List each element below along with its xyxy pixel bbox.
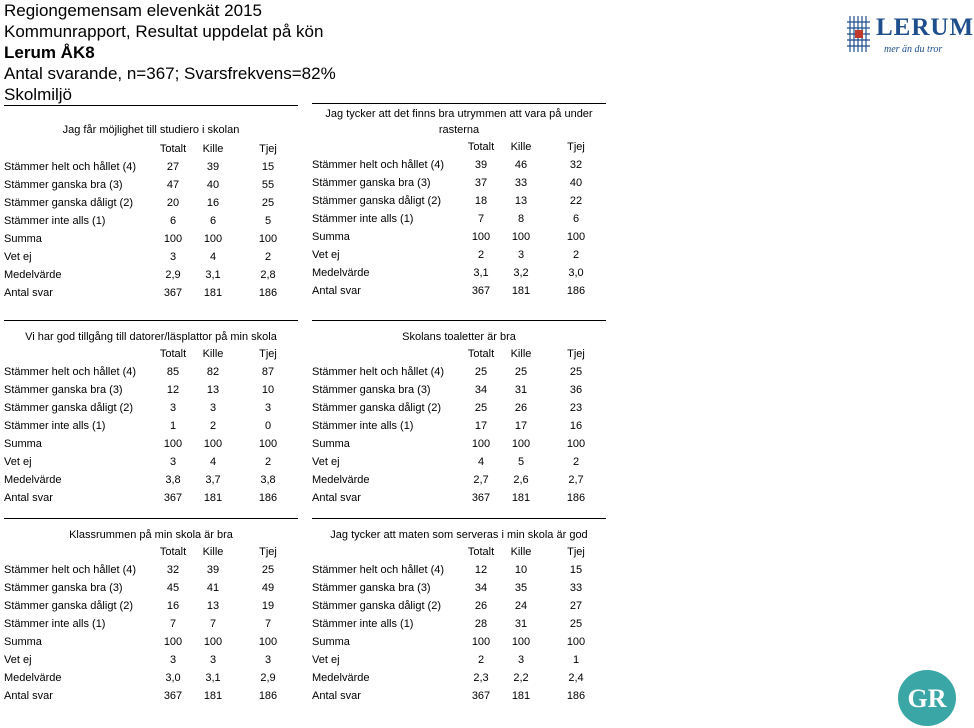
table-row — [4, 435, 298, 453]
value-kille: 100 — [511, 231, 531, 243]
value-tjej: 186 — [566, 492, 586, 504]
value-kille: 3 — [517, 249, 525, 261]
table-row — [4, 176, 298, 194]
table-title: Jag får möjlighet till studiero i skolan — [62, 124, 240, 136]
value-tjej: 186 — [258, 287, 278, 299]
value-totalt: 100 — [163, 438, 183, 450]
value-totalt: 100 — [471, 231, 491, 243]
value-tjej: 10 — [261, 384, 275, 396]
row-label: Antal svar — [312, 285, 361, 297]
row-label: Summa — [312, 636, 350, 648]
value-kille: 5 — [517, 456, 525, 468]
value-kille: 13 — [206, 600, 220, 612]
table-row — [4, 158, 298, 176]
value-tjej: 49 — [261, 582, 275, 594]
table-header-row — [4, 140, 298, 158]
value-totalt: 367 — [471, 690, 491, 702]
value-totalt: 7 — [477, 213, 485, 225]
value-kille: 7 — [209, 618, 217, 630]
value-kille: 24 — [514, 600, 528, 612]
value-kille: 181 — [511, 690, 531, 702]
value-kille: 3 — [517, 654, 525, 666]
value-kille: 4 — [209, 251, 217, 263]
logo-wordmark: LERUM — [876, 14, 974, 41]
value-tjej: 100 — [258, 233, 278, 245]
value-kille: 100 — [203, 233, 223, 245]
header-line-3: Lerum ÅK8 — [4, 43, 95, 62]
col-header-tjej: Tjej — [567, 546, 585, 558]
value-totalt: 2 — [477, 654, 485, 666]
row-label: Stämmer ganska dåligt (2) — [312, 195, 441, 207]
table-title: Jag tycker att maten som serveras i min skola är god — [330, 529, 588, 541]
value-totalt: 2,7 — [473, 474, 489, 486]
value-tjej: 2 — [572, 456, 580, 468]
table-row — [4, 212, 298, 230]
col-header-tjej: Tjej — [259, 546, 277, 558]
value-kille: 31 — [514, 618, 528, 630]
table-row — [312, 669, 606, 687]
value-totalt: 20 — [166, 197, 180, 209]
table-row — [312, 246, 606, 264]
col-header-totalt: Totalt — [159, 546, 187, 558]
col-header-totalt: Totalt — [159, 143, 187, 155]
value-tjej: 2,4 — [568, 672, 584, 684]
row-label: Medelvärde — [312, 474, 370, 486]
value-kille: 41 — [206, 582, 220, 594]
table-row — [4, 561, 298, 579]
col-header-kille: Kille — [202, 143, 224, 155]
value-kille: 10 — [514, 564, 528, 576]
value-totalt: 28 — [474, 618, 488, 630]
col-header-tjej: Tjej — [259, 348, 277, 360]
table-row — [312, 633, 606, 651]
value-kille: 3 — [209, 654, 217, 666]
table-row — [312, 174, 606, 192]
value-tjej: 100 — [566, 636, 586, 648]
row-label: Stämmer inte alls (1) — [312, 618, 414, 630]
value-tjej: 15 — [261, 161, 275, 173]
value-kille: 100 — [203, 438, 223, 450]
value-tjej: 23 — [569, 402, 583, 414]
value-tjej: 32 — [569, 159, 583, 171]
table-row — [4, 615, 298, 633]
table-row — [4, 633, 298, 651]
table-row — [4, 651, 298, 669]
value-tjej: 100 — [258, 438, 278, 450]
row-label: Summa — [4, 438, 42, 450]
value-tjej: 3 — [264, 654, 272, 666]
value-totalt: 100 — [163, 233, 183, 245]
table-row — [4, 597, 298, 615]
value-tjej: 2 — [572, 249, 580, 261]
value-tjej: 25 — [569, 366, 583, 378]
value-totalt: 7 — [169, 618, 177, 630]
value-kille: 82 — [206, 366, 220, 378]
value-tjej: 7 — [264, 618, 272, 630]
table-header-row — [312, 543, 606, 561]
value-kille: 2 — [209, 420, 217, 432]
survey-table — [312, 103, 606, 300]
value-totalt: 39 — [474, 159, 488, 171]
value-kille: 3,2 — [513, 267, 529, 279]
value-tjej: 25 — [261, 564, 275, 576]
table-header-row — [312, 345, 606, 363]
value-kille: 31 — [514, 384, 528, 396]
table-row — [4, 579, 298, 597]
value-kille: 181 — [203, 690, 223, 702]
table-title: Vi har god tillgång till datorer/läsplattor på min skola — [25, 331, 277, 343]
value-kille: 39 — [206, 564, 220, 576]
col-header-kille: Kille — [202, 348, 224, 360]
row-label: Antal svar — [4, 690, 53, 702]
table-row — [312, 597, 606, 615]
row-label: Stämmer ganska bra (3) — [312, 384, 431, 396]
value-totalt: 2 — [477, 249, 485, 261]
table-row — [4, 194, 298, 212]
survey-table — [4, 105, 298, 302]
value-tjej: 33 — [569, 582, 583, 594]
logo-mark-icon — [846, 14, 872, 54]
col-header-tjej: Tjej — [567, 348, 585, 360]
row-label: Stämmer ganska bra (3) — [4, 384, 123, 396]
value-totalt: 32 — [166, 564, 180, 576]
row-label: Summa — [4, 233, 42, 245]
value-totalt: 3,1 — [473, 267, 489, 279]
value-kille: 33 — [514, 177, 528, 189]
value-totalt: 47 — [166, 179, 180, 191]
header-line-1: Regiongemensam elevenkät 2015 — [4, 1, 263, 20]
value-kille: 3 — [209, 402, 217, 414]
row-label: Stämmer helt och hållet (4) — [312, 159, 445, 171]
table-row — [312, 471, 606, 489]
row-label: Stämmer inte alls (1) — [312, 213, 414, 225]
value-kille: 16 — [206, 197, 220, 209]
value-totalt: 12 — [474, 564, 488, 576]
row-label: Summa — [312, 438, 350, 450]
row-label: Stämmer ganska dåligt (2) — [4, 402, 133, 414]
row-label: Medelvärde — [312, 267, 370, 279]
table-row — [4, 453, 298, 471]
row-label: Stämmer helt och hållet (4) — [312, 564, 445, 576]
table-header-row — [312, 138, 606, 156]
table-row — [4, 363, 298, 381]
row-label: Summa — [312, 231, 350, 243]
value-tjej: 87 — [261, 366, 275, 378]
table-row — [312, 381, 606, 399]
table-row — [4, 381, 298, 399]
value-totalt: 3 — [169, 251, 177, 263]
value-tjej: 19 — [261, 600, 275, 612]
value-totalt: 4 — [477, 456, 485, 468]
value-kille: 35 — [514, 582, 528, 594]
value-tjej: 2 — [264, 251, 272, 263]
value-totalt: 367 — [471, 285, 491, 297]
value-tjej: 16 — [569, 420, 583, 432]
value-kille: 13 — [206, 384, 220, 396]
value-tjej: 3 — [264, 402, 272, 414]
value-kille: 100 — [511, 438, 531, 450]
row-label: Antal svar — [4, 287, 53, 299]
value-totalt: 100 — [471, 636, 491, 648]
table-row — [4, 399, 298, 417]
row-label: Medelvärde — [4, 474, 62, 486]
value-totalt: 367 — [471, 492, 491, 504]
value-kille: 2,2 — [513, 672, 529, 684]
value-tjej: 3,0 — [568, 267, 584, 279]
gr-badge-text: GR — [907, 684, 947, 713]
value-totalt: 25 — [474, 402, 488, 414]
value-kille: 3,1 — [205, 672, 221, 684]
table-row — [312, 282, 606, 300]
row-label: Stämmer inte alls (1) — [4, 420, 106, 432]
table-row — [4, 489, 298, 507]
table-row — [312, 651, 606, 669]
value-tjej: 25 — [569, 618, 583, 630]
col-header-totalt: Totalt — [159, 348, 187, 360]
value-totalt: 25 — [474, 366, 488, 378]
table-title: Skolans toaletter är bra — [402, 331, 516, 343]
row-label: Stämmer ganska bra (3) — [312, 177, 431, 189]
survey-table — [312, 320, 606, 507]
table-header-row — [4, 345, 298, 363]
table-row — [312, 435, 606, 453]
value-kille: 181 — [511, 285, 531, 297]
value-kille: 46 — [514, 159, 528, 171]
survey-table — [4, 320, 298, 507]
table-row — [312, 399, 606, 417]
value-totalt: 367 — [163, 690, 183, 702]
row-label: Medelvärde — [312, 672, 370, 684]
table-title: Klassrummen på min skola är bra — [69, 529, 233, 541]
value-tjej: 2,9 — [260, 672, 276, 684]
value-totalt: 367 — [163, 287, 183, 299]
row-label: Stämmer ganska dåligt (2) — [312, 600, 441, 612]
col-header-kille: Kille — [510, 141, 532, 153]
value-tjej: 55 — [261, 179, 275, 191]
table-row — [312, 417, 606, 435]
table-row — [312, 264, 606, 282]
col-header-totalt: Totalt — [467, 141, 495, 153]
table-row — [312, 615, 606, 633]
table-row — [312, 210, 606, 228]
row-label: Stämmer helt och hållet (4) — [4, 564, 137, 576]
value-tjej: 1 — [572, 654, 580, 666]
value-tjej: 2,8 — [260, 269, 276, 281]
value-tjej: 27 — [569, 600, 583, 612]
value-totalt: 3,0 — [165, 672, 181, 684]
value-totalt: 3,8 — [165, 474, 181, 486]
value-tjej: 6 — [572, 213, 580, 225]
row-label: Stämmer ganska dåligt (2) — [312, 402, 441, 414]
table-row — [312, 561, 606, 579]
gr-badge — [898, 670, 956, 726]
value-kille: 8 — [517, 213, 525, 225]
col-header-kille: Kille — [510, 348, 532, 360]
value-totalt: 3 — [169, 456, 177, 468]
row-label: Stämmer ganska dåligt (2) — [4, 197, 133, 209]
value-totalt: 1 — [169, 420, 177, 432]
row-label: Medelvärde — [4, 672, 62, 684]
value-totalt: 16 — [166, 600, 180, 612]
table-row — [312, 453, 606, 471]
value-totalt: 17 — [474, 420, 488, 432]
value-totalt: 2,3 — [473, 672, 489, 684]
table-row — [312, 579, 606, 597]
row-label: Vet ej — [312, 249, 340, 261]
table-row — [4, 248, 298, 266]
value-tjej: 3,8 — [260, 474, 276, 486]
row-label: Stämmer helt och hållet (4) — [4, 366, 137, 378]
table-row — [312, 228, 606, 246]
lerum-logo — [842, 12, 974, 68]
value-totalt: 34 — [474, 384, 488, 396]
value-tjej: 186 — [566, 285, 586, 297]
value-totalt: 6 — [169, 215, 177, 227]
col-header-kille: Kille — [510, 546, 532, 558]
value-totalt: 45 — [166, 582, 180, 594]
value-kille: 3,7 — [205, 474, 221, 486]
table-header-row — [4, 543, 298, 561]
value-tjej: 0 — [264, 420, 272, 432]
value-tjej: 186 — [258, 690, 278, 702]
value-tjej: 100 — [258, 636, 278, 648]
col-header-tjej: Tjej — [259, 143, 277, 155]
value-kille: 40 — [206, 179, 220, 191]
table-row — [4, 669, 298, 687]
value-totalt: 2,9 — [165, 269, 181, 281]
table-row — [312, 363, 606, 381]
row-label: Antal svar — [4, 492, 53, 504]
value-totalt: 367 — [163, 492, 183, 504]
header-line-4: Antal svarande, n=367; Svarsfrekvens=82% — [4, 64, 336, 83]
row-label: Stämmer inte alls (1) — [312, 420, 414, 432]
survey-table — [4, 518, 298, 705]
value-tjej: 15 — [569, 564, 583, 576]
value-kille: 26 — [514, 402, 528, 414]
value-totalt: 26 — [474, 600, 488, 612]
value-tjej: 40 — [569, 177, 583, 189]
value-tjej: 186 — [566, 690, 586, 702]
value-kille: 181 — [511, 492, 531, 504]
row-label: Stämmer ganska dåligt (2) — [4, 600, 133, 612]
row-label: Stämmer ganska bra (3) — [312, 582, 431, 594]
value-totalt: 27 — [166, 161, 180, 173]
value-totalt: 12 — [166, 384, 180, 396]
value-tjej: 100 — [566, 438, 586, 450]
value-totalt: 85 — [166, 366, 180, 378]
value-kille: 39 — [206, 161, 220, 173]
value-totalt: 37 — [474, 177, 488, 189]
table-row — [4, 284, 298, 302]
table-row — [312, 192, 606, 210]
value-kille: 4 — [209, 456, 217, 468]
table-row — [4, 266, 298, 284]
row-label: Medelvärde — [4, 269, 62, 281]
survey-table — [312, 518, 606, 705]
row-label: Vet ej — [312, 654, 340, 666]
header-line-5: Skolmiljö — [4, 85, 73, 104]
table-row — [4, 687, 298, 705]
header-line-2: Kommunrapport, Resultat uppdelat på kön — [4, 22, 324, 41]
table-row — [312, 156, 606, 174]
col-header-totalt: Totalt — [467, 546, 495, 558]
value-kille: 181 — [203, 492, 223, 504]
row-label: Stämmer inte alls (1) — [4, 215, 106, 227]
value-kille: 2,6 — [513, 474, 529, 486]
value-kille: 13 — [514, 195, 528, 207]
value-totalt: 34 — [474, 582, 488, 594]
value-tjej: 36 — [569, 384, 583, 396]
value-kille: 25 — [514, 366, 528, 378]
value-tjej: 25 — [261, 197, 275, 209]
value-kille: 6 — [209, 215, 217, 227]
value-tjej: 100 — [566, 231, 586, 243]
row-label: Stämmer inte alls (1) — [4, 618, 106, 630]
value-totalt: 18 — [474, 195, 488, 207]
table-row — [4, 230, 298, 248]
value-totalt: 100 — [163, 636, 183, 648]
row-label: Stämmer helt och hållet (4) — [4, 161, 137, 173]
value-kille: 181 — [203, 287, 223, 299]
col-header-kille: Kille — [202, 546, 224, 558]
row-label: Vet ej — [4, 654, 32, 666]
row-label: Vet ej — [312, 456, 340, 468]
value-totalt: 3 — [169, 654, 177, 666]
value-kille: 100 — [203, 636, 223, 648]
value-tjej: 2 — [264, 456, 272, 468]
row-label: Antal svar — [312, 690, 361, 702]
table-row — [4, 417, 298, 435]
report-header — [4, 0, 336, 105]
value-tjej: 186 — [258, 492, 278, 504]
row-label: Stämmer ganska bra (3) — [4, 582, 123, 594]
value-totalt: 3 — [169, 402, 177, 414]
table-row — [312, 489, 606, 507]
row-label: Vet ej — [4, 251, 32, 263]
table-row — [4, 471, 298, 489]
row-label: Vet ej — [4, 456, 32, 468]
value-tjej: 2,7 — [568, 474, 584, 486]
value-tjej: 22 — [569, 195, 583, 207]
row-label: Stämmer ganska bra (3) — [4, 179, 123, 191]
table-title: Jag tycker att det finns bra utrymmen att vara på under rasterna — [325, 108, 593, 136]
value-totalt: 100 — [471, 438, 491, 450]
col-header-totalt: Totalt — [467, 348, 495, 360]
row-label: Stämmer helt och hållet (4) — [312, 366, 445, 378]
value-kille: 3,1 — [205, 269, 221, 281]
value-kille: 100 — [511, 636, 531, 648]
col-header-tjej: Tjej — [567, 141, 585, 153]
row-label: Summa — [4, 636, 42, 648]
value-tjej: 5 — [264, 215, 272, 227]
value-kille: 17 — [514, 420, 528, 432]
logo-tagline: mer än du tror — [884, 44, 943, 55]
table-row — [312, 687, 606, 705]
row-label: Antal svar — [312, 492, 361, 504]
